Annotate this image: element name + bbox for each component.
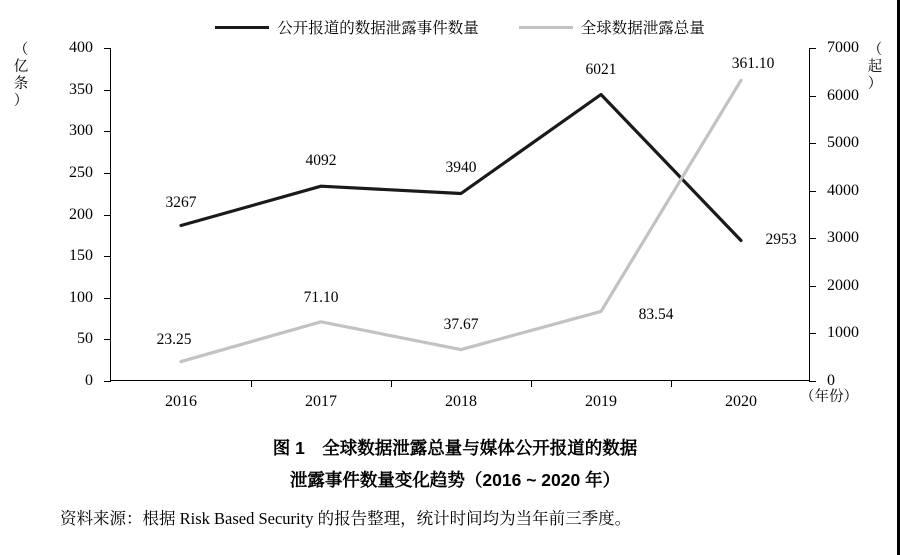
x-label-2017: 2017 xyxy=(305,393,337,410)
x-tick-1 xyxy=(251,380,252,387)
left-tick-300 xyxy=(104,131,111,132)
left-tick-label-300: 300 xyxy=(69,122,93,140)
legend-line-swatch-light xyxy=(519,26,573,29)
left-tick-label-250: 250 xyxy=(69,163,93,181)
left-tick-100 xyxy=(104,298,111,299)
x-label-2020: 2020 xyxy=(725,393,757,410)
point-label-volume-2016: 23.25 xyxy=(156,331,192,348)
x-axis-unit: （年份） xyxy=(800,389,858,405)
left-tick-label-150: 150 xyxy=(69,247,93,265)
figure-caption xyxy=(60,432,850,496)
right-tick-label-2000: 2000 xyxy=(827,276,859,294)
right-unit-char-0: （ xyxy=(867,42,883,58)
figure-caption-line-1: 图 1 全球数据泄露总量与媒体公开报道的数据 xyxy=(272,438,638,458)
point-label-volume-2017: 71.10 xyxy=(303,289,339,306)
left-tick-0 xyxy=(104,381,111,382)
left-tick-150 xyxy=(104,256,111,257)
chart-legend xyxy=(110,14,810,40)
left-unit-char-0: （ xyxy=(13,42,29,58)
x-tick-2 xyxy=(391,380,392,387)
left-tick-label-400: 400 xyxy=(69,39,93,56)
point-label-events-2018: 3940 xyxy=(445,159,477,176)
left-unit-char-3: ） xyxy=(13,93,29,109)
left-axis-unit xyxy=(8,42,34,110)
x-tick-4 xyxy=(671,380,672,387)
point-label-events-2017: 4092 xyxy=(305,152,337,169)
right-unit-char-2: ） xyxy=(867,76,883,92)
legend-item-dark xyxy=(215,16,479,38)
right-tick-label-1000: 1000 xyxy=(827,324,859,342)
left-tick-50 xyxy=(104,339,111,340)
left-tick-label-200: 200 xyxy=(69,205,93,223)
figure-caption-line-2: 泄露事件数量变化趋势（2016 ~ 2020 年） xyxy=(289,470,621,490)
right-tick-0 xyxy=(809,381,816,382)
legend-label-dark: 公开报道的数据泄露事件数量 xyxy=(277,20,479,37)
x-label-2018: 2018 xyxy=(445,393,477,410)
legend-label-light: 全球数据泄露总量 xyxy=(580,20,705,37)
point-label-volume-2019: 83.54 xyxy=(638,306,674,323)
left-tick-400 xyxy=(104,48,111,49)
right-tick-label-4000: 4000 xyxy=(827,181,859,199)
point-label-volume-2020: 361.10 xyxy=(731,55,775,72)
point-label-events-2020: 2953 xyxy=(765,231,797,248)
left-tick-label-0: 0 xyxy=(85,372,93,389)
right-tick-label-7000: 7000 xyxy=(827,39,859,56)
left-unit-char-2: 条 xyxy=(13,76,29,92)
legend-line-swatch-dark xyxy=(215,26,269,29)
point-label-events-2016: 3267 xyxy=(165,194,197,211)
legend-item-light xyxy=(519,16,705,38)
left-tick-200 xyxy=(104,215,111,216)
right-tick-label-6000: 6000 xyxy=(827,86,859,104)
left-tick-250 xyxy=(104,173,111,174)
left-tick-350 xyxy=(104,90,111,91)
left-tick-label-100: 100 xyxy=(69,288,93,306)
right-tick-label-5000: 5000 xyxy=(827,134,859,152)
x-tick-3 xyxy=(531,380,532,387)
left-tick-label-350: 350 xyxy=(69,80,93,98)
x-label-2016: 2016 xyxy=(165,393,197,410)
point-label-events-2019: 6021 xyxy=(585,61,617,78)
figure-source: 资料来源：根据 Risk Based Security 的报告整理，统计时间均为当年前三季度。 xyxy=(60,509,632,528)
left-tick-label-50: 50 xyxy=(77,330,93,348)
right-unit-char-1: 起 xyxy=(867,59,883,75)
x-label-2019: 2019 xyxy=(585,393,617,410)
left-unit-char-1: 亿 xyxy=(13,59,29,75)
point-label-volume-2018: 37.67 xyxy=(443,316,479,333)
right-tick-label-3000: 3000 xyxy=(827,229,859,247)
right-tick-label-0: 0 xyxy=(827,372,835,389)
